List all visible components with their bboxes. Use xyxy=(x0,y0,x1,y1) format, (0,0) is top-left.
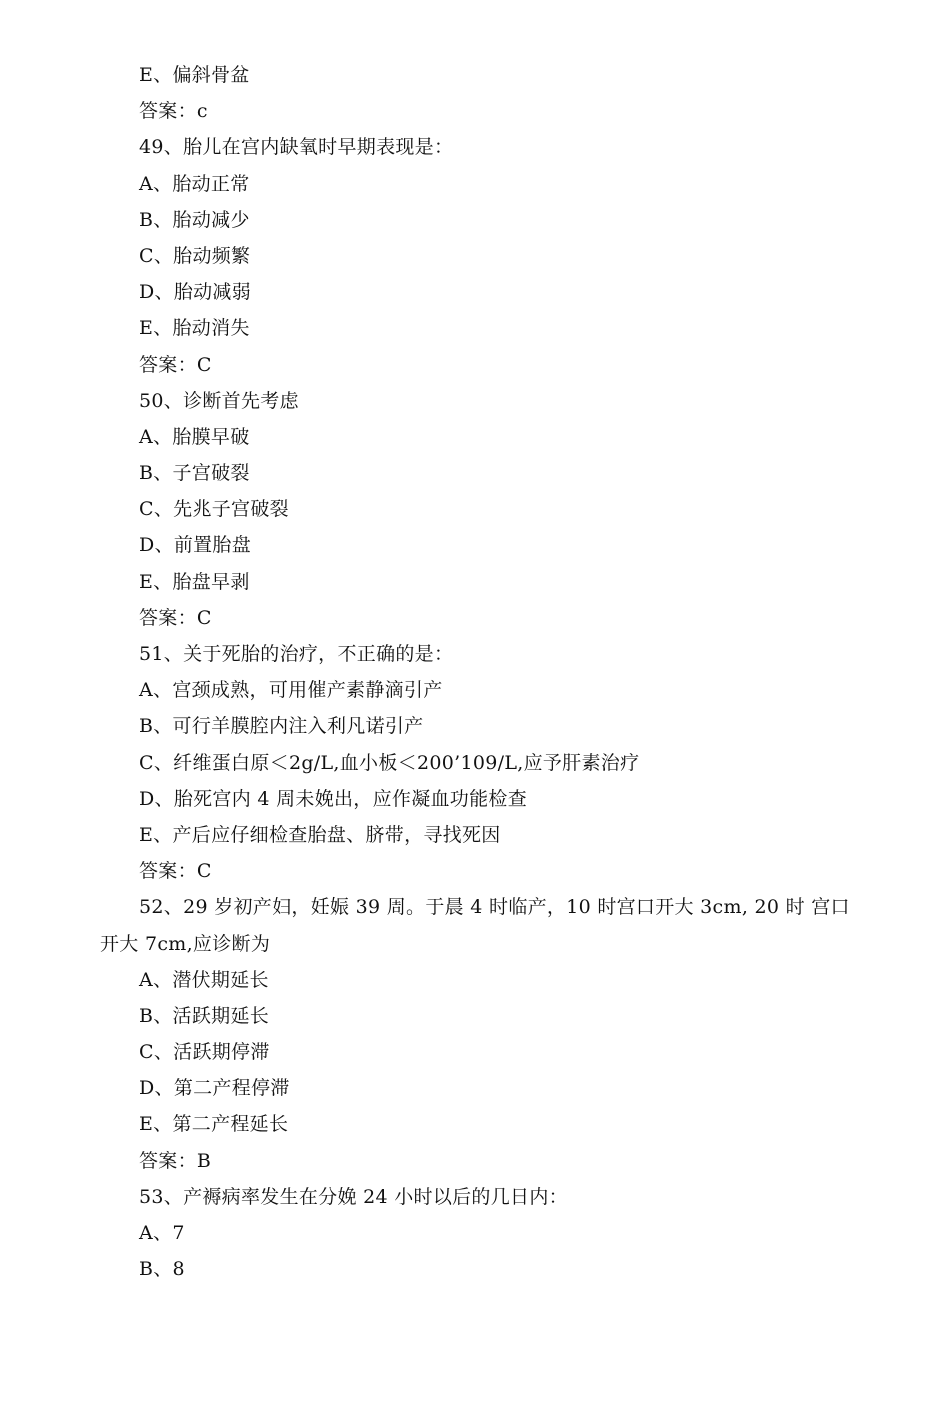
option-d-52: D、第二产程停滞 xyxy=(139,1077,290,1100)
option-e-49: E、胎动消失 xyxy=(139,317,250,340)
question-52-line-1: 52、29 岁初产妇，妊娠 39 周。于晨 4 时临产，10 时宫口开大 3cm, 20 时 宫口 xyxy=(139,896,850,919)
answer-52: 答案：B xyxy=(139,1149,212,1172)
option-e-50: E、胎盘早剥 xyxy=(139,570,250,593)
option-a-49: A、胎动正常 xyxy=(139,172,250,195)
question-50: 50、诊断首先考虑 xyxy=(139,389,299,412)
option-a-51: A、宫颈成熟，可用催产素静滴引产 xyxy=(139,679,443,702)
answer-50: 答案：C xyxy=(139,606,212,629)
option-c-52: C、活跃期停滞 xyxy=(139,1041,270,1064)
option-d-49: D、胎动减弱 xyxy=(139,281,252,304)
answer-51: 答案：C xyxy=(139,860,212,883)
answer-49: 答案：C xyxy=(139,353,212,376)
option-c-50: C、先兆子宫破裂 xyxy=(139,498,289,521)
option-a-50: A、胎膜早破 xyxy=(139,425,250,448)
option-a-53: A、7 xyxy=(139,1222,185,1244)
option-b-51: B、可行羊膜腔内注入利凡诺引产 xyxy=(139,715,424,738)
option-b-49: B、胎动减少 xyxy=(139,208,250,231)
question-53: 53、产褥病率发生在分娩 24 小时以后的几日内： xyxy=(139,1185,568,1208)
option-a-52: A、潜伏期延长 xyxy=(139,968,269,991)
option-b-52: B、活跃期延长 xyxy=(139,1004,270,1027)
option-e-48: E、偏斜骨盆 xyxy=(139,64,250,86)
answer-48: 答案：c xyxy=(139,100,208,123)
option-e-52: E、第二产程延长 xyxy=(139,1113,289,1136)
option-d-50: D、前置胎盘 xyxy=(139,534,252,557)
question-49: 49、胎儿在宫内缺氧时早期表现是： xyxy=(139,136,454,159)
option-b-50: B、子宫破裂 xyxy=(139,462,250,485)
option-c-49: C、胎动频繁 xyxy=(139,244,251,267)
question-51: 51、关于死胎的治疗，不正确的是： xyxy=(139,643,454,665)
document-page xyxy=(0,57,950,1287)
option-c-51: C、纤维蛋白原＜2g/L,血小板＜200’109/L,应予肝素治疗 xyxy=(139,751,640,774)
option-b-53: B、8 xyxy=(139,1258,185,1281)
option-d-51: D、胎死宫内 4 周未娩出，应作凝血功能检查 xyxy=(139,787,528,810)
option-e-51: E、产后应仔细检查胎盘、脐带，寻找死因 xyxy=(139,823,501,846)
question-52-line-2: 开大 7cm,应诊断为 xyxy=(100,932,271,955)
